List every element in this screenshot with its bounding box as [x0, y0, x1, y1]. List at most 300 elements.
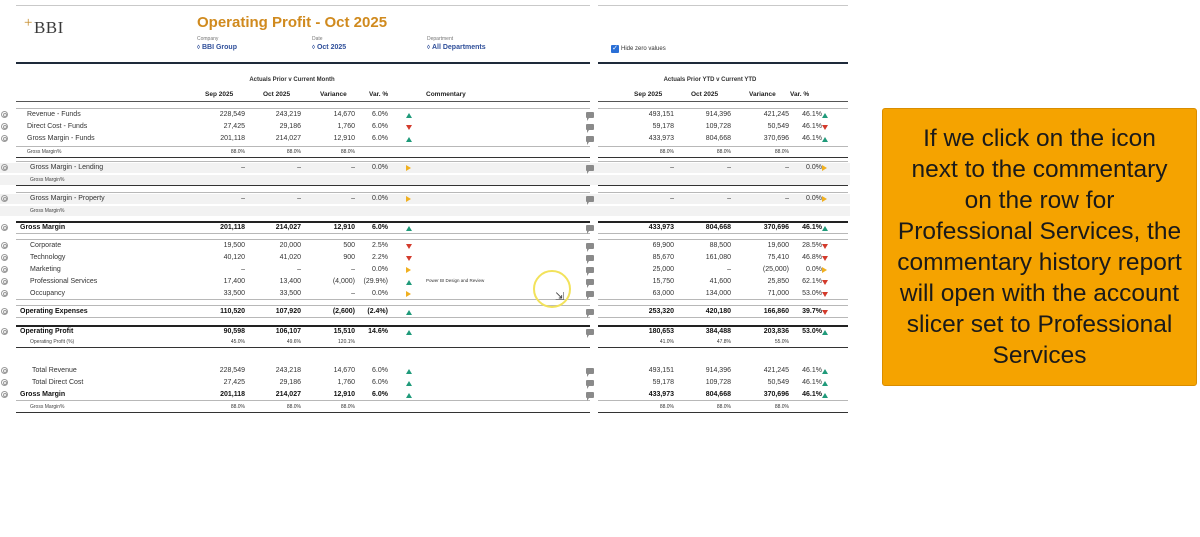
row-rule — [598, 412, 848, 413]
ytd-value: 46.1% — [802, 111, 822, 118]
drillthrough-icon[interactable] — [1, 379, 8, 386]
col-head-sep-m: Sep 2025 — [205, 91, 234, 98]
month-value: 88.0% — [340, 404, 355, 410]
ytd-value: 384,488 — [705, 328, 731, 335]
row-rule — [16, 400, 590, 401]
month-value: 6.0% — [372, 367, 388, 374]
row-label: Professional Services — [30, 278, 98, 285]
company-slicer-value: BBI Group — [201, 44, 237, 51]
row-rule — [16, 157, 590, 158]
month-value: – — [351, 290, 355, 297]
comment-icon[interactable] — [586, 243, 594, 249]
row-label: Total Revenue — [32, 367, 77, 374]
arrow-up-icon — [822, 226, 828, 231]
drillthrough-icon[interactable] — [1, 328, 8, 335]
chevron-down-icon: ◊ — [427, 45, 430, 51]
date-slicer[interactable] — [312, 36, 346, 53]
arrow-down-icon — [406, 256, 412, 261]
row-label: Revenue - Funds — [27, 111, 81, 118]
bbi-logo — [24, 15, 64, 38]
month-value: – — [241, 164, 245, 171]
table-row — [0, 277, 850, 287]
table-row — [0, 122, 850, 132]
row-rule — [598, 400, 848, 401]
month-value: – — [351, 164, 355, 171]
drillthrough-icon[interactable] — [1, 135, 8, 142]
ytd-value: 53.0% — [802, 290, 822, 297]
table-row — [0, 253, 850, 263]
arrow-right-icon — [406, 196, 411, 202]
ytd-value: 109,728 — [705, 123, 731, 130]
department-slicer-value: All Departments — [431, 44, 486, 51]
month-value: 243,218 — [275, 367, 301, 374]
table-row — [0, 366, 850, 376]
page-title: Operating Profit - Oct 2025 — [197, 14, 388, 31]
arrow-right-icon — [406, 165, 411, 171]
ytd-value: – — [670, 164, 674, 171]
row-label: Total Direct Cost — [32, 379, 84, 386]
ytd-value: 804,668 — [705, 391, 731, 398]
table-row — [0, 241, 850, 251]
month-value: 40,120 — [223, 254, 245, 261]
row-label: Gross Margin% — [30, 208, 65, 214]
month-value: 6.0% — [372, 123, 388, 130]
ytd-value: 421,245 — [763, 111, 789, 118]
month-value: (2,600) — [332, 308, 355, 315]
row-rule — [16, 161, 590, 162]
row-rule — [598, 157, 848, 158]
month-value: 88.0% — [340, 149, 355, 155]
row-label: Direct Cost - Funds — [27, 123, 88, 130]
month-value: 1,760 — [337, 379, 355, 386]
arrow-right-icon — [822, 196, 827, 202]
company-slicer[interactable] — [197, 36, 237, 53]
row-rule — [598, 161, 848, 162]
comment-icon[interactable] — [586, 392, 594, 398]
drillthrough-icon[interactable] — [1, 278, 8, 285]
arrow-down-icon — [822, 125, 828, 130]
comment-icon[interactable] — [586, 255, 594, 261]
month-value: 13,400 — [279, 278, 301, 285]
row-label: Operating Profit — [20, 328, 74, 335]
row-label: Gross Margin - Property — [30, 195, 105, 202]
table-row — [0, 289, 850, 299]
row-rule — [16, 185, 590, 186]
arrow-up-icon — [822, 113, 828, 118]
month-value: – — [297, 266, 301, 273]
row-rule — [598, 317, 848, 318]
ytd-value: 41,600 — [709, 278, 731, 285]
col-head-rule-left — [16, 101, 590, 102]
row-label: Gross Margin% — [27, 149, 62, 155]
ytd-value: 59,178 — [652, 123, 674, 130]
ytd-value: 88.0% — [774, 404, 789, 410]
row-rule — [598, 108, 848, 109]
month-value: 6.0% — [372, 135, 388, 142]
month-value: 29,186 — [279, 123, 301, 130]
arrow-up-icon — [406, 113, 412, 118]
drillthrough-icon[interactable] — [1, 290, 8, 297]
month-value: 6.0% — [372, 224, 388, 231]
col-head-var-m: Variance — [320, 91, 347, 98]
right-section-title: Actuals Prior YTD v Current YTD — [663, 77, 757, 83]
ytd-value: 62.1% — [802, 278, 822, 285]
department-slicer[interactable] — [427, 36, 486, 53]
row-label: Gross Margin% — [30, 177, 65, 183]
comment-icon[interactable] — [586, 136, 594, 142]
table-row — [0, 265, 850, 275]
arrow-up-icon — [822, 393, 828, 398]
ytd-value: 69,900 — [652, 242, 674, 249]
ytd-value: 0.0% — [806, 195, 822, 202]
month-value: 243,219 — [275, 111, 301, 118]
month-value: (29.9%) — [363, 278, 388, 285]
ytd-value: – — [727, 266, 731, 273]
comment-icon[interactable] — [586, 267, 594, 273]
month-value: 900 — [343, 254, 355, 261]
col-head-oct-y: Oct 2025 — [691, 91, 719, 98]
row-rule — [16, 347, 590, 348]
month-value: 228,549 — [219, 111, 245, 118]
month-value: 90,598 — [223, 328, 245, 335]
ytd-value: 50,549 — [767, 379, 789, 386]
ytd-value: 420,180 — [705, 308, 731, 315]
col-head-rule-right — [598, 101, 848, 102]
month-value: 33,500 — [223, 290, 245, 297]
col-head-oct-m: Oct 2025 — [263, 91, 291, 98]
ytd-value: 28.5% — [802, 242, 822, 249]
ytd-value: 50,549 — [767, 123, 789, 130]
col-head-varpct-m: Var. % — [369, 91, 389, 98]
ytd-value: 25,850 — [767, 278, 789, 285]
ytd-value: 370,696 — [763, 135, 789, 142]
comment-icon[interactable] — [586, 196, 594, 202]
row-rule — [16, 239, 590, 240]
drillthrough-icon[interactable] — [1, 242, 8, 249]
ytd-value: 53.0% — [802, 328, 822, 335]
arrow-up-icon — [406, 330, 412, 335]
ytd-value: – — [727, 195, 731, 202]
month-value: – — [351, 266, 355, 273]
month-value: 27,425 — [223, 379, 245, 386]
month-value: 12,910 — [333, 224, 355, 231]
month-value: 6.0% — [372, 111, 388, 118]
ytd-value: 804,668 — [705, 135, 731, 142]
row-rule — [598, 299, 848, 300]
drillthrough-icon[interactable] — [1, 367, 8, 374]
month-value: 214,027 — [275, 224, 301, 231]
ytd-value: 493,151 — [648, 367, 674, 374]
ytd-value: 493,151 — [648, 111, 674, 118]
ytd-value: 19,600 — [767, 242, 789, 249]
row-label: Operating Expenses — [20, 308, 88, 315]
drillthrough-icon[interactable] — [1, 266, 8, 273]
ytd-value: 433,973 — [648, 135, 674, 142]
arrow-right-icon — [406, 267, 411, 273]
month-value: 0.0% — [372, 266, 388, 273]
month-value: 12,910 — [333, 135, 355, 142]
ytd-value: 421,245 — [763, 367, 789, 374]
comment-icon[interactable] — [586, 124, 594, 130]
ytd-value: 46.1% — [802, 123, 822, 130]
comment-icon[interactable] — [586, 380, 594, 386]
ytd-value: 46.1% — [802, 367, 822, 374]
month-value: 15,510 — [333, 328, 355, 335]
comment-icon[interactable] — [586, 225, 594, 231]
month-value: – — [241, 195, 245, 202]
arrow-down-icon — [822, 244, 828, 249]
month-value: 49.6% — [286, 339, 301, 345]
arrow-right-icon — [406, 291, 411, 297]
date-slicer-label: Date — [312, 36, 323, 42]
table-row — [0, 163, 850, 173]
month-value: – — [297, 164, 301, 171]
ytd-value: 370,696 — [763, 391, 789, 398]
comment-icon[interactable] — [586, 279, 594, 285]
drillthrough-icon[interactable] — [1, 308, 8, 315]
month-value: – — [351, 195, 355, 202]
arrow-up-icon — [822, 381, 828, 386]
row-rule — [598, 192, 848, 193]
ytd-value: – — [670, 195, 674, 202]
row-rule — [598, 347, 848, 348]
comment-icon[interactable] — [586, 165, 594, 171]
month-value: 12,910 — [333, 391, 355, 398]
month-value: 88.0% — [286, 404, 301, 410]
table-row — [0, 402, 850, 412]
ytd-value: 88.0% — [659, 149, 674, 155]
ytd-value: 0.0% — [806, 164, 822, 171]
row-label: Gross Margin — [20, 391, 66, 398]
ytd-value: 71,000 — [767, 290, 789, 297]
col-head-varpct-y: Var. % — [790, 91, 810, 98]
ytd-value: 46.1% — [802, 224, 822, 231]
ytd-value: 25,000 — [652, 266, 674, 273]
ytd-value: 46.1% — [802, 135, 822, 142]
ytd-value: – — [785, 164, 789, 171]
month-value: 0.0% — [372, 164, 388, 171]
ytd-value: 109,728 — [705, 379, 731, 386]
ytd-value: 47.8% — [716, 339, 731, 345]
header-bar-right — [598, 62, 848, 64]
drillthrough-icon[interactable] — [1, 123, 8, 130]
ytd-value: 85,670 — [652, 254, 674, 261]
month-value: 500 — [343, 242, 355, 249]
row-rule — [16, 412, 590, 413]
arrow-down-icon — [406, 125, 412, 130]
date-slicer-value: Oct 2025 — [316, 44, 347, 51]
month-value: 88.0% — [286, 149, 301, 155]
arrow-down-icon — [406, 244, 412, 249]
ytd-value: 75,410 — [767, 254, 789, 261]
month-value: 88.0% — [230, 404, 245, 410]
department-slicer-label: Department — [427, 36, 454, 42]
row-rule — [16, 192, 590, 193]
row-rule — [598, 239, 848, 240]
table-row — [0, 378, 850, 388]
table-row — [0, 110, 850, 120]
arrow-down-icon — [822, 292, 828, 297]
ytd-value: 46.8% — [802, 254, 822, 261]
table-row — [0, 390, 850, 400]
comment-icon[interactable] — [586, 368, 594, 374]
ytd-value: 166,860 — [763, 308, 789, 315]
ytd-value: 370,696 — [763, 224, 789, 231]
ytd-value: 253,320 — [648, 308, 674, 315]
comment-icon[interactable] — [586, 329, 594, 335]
month-value: 107,920 — [275, 308, 301, 315]
month-value: – — [297, 195, 301, 202]
ytd-value: 46.1% — [802, 391, 822, 398]
ytd-value: 88.0% — [774, 149, 789, 155]
header-bar-left — [16, 62, 590, 64]
ytd-value: 0.0% — [806, 266, 822, 273]
ytd-value: 203,836 — [763, 328, 789, 335]
month-value: 1,760 — [337, 123, 355, 130]
month-value: 228,549 — [219, 367, 245, 374]
row-rule — [16, 108, 590, 109]
month-value: – — [241, 266, 245, 273]
month-value: 33,500 — [279, 290, 301, 297]
table-row — [0, 307, 850, 317]
arrow-up-icon — [822, 137, 828, 142]
row-rule — [16, 305, 590, 306]
drillthrough-icon[interactable] — [1, 254, 8, 261]
col-head-var-y: Variance — [749, 91, 776, 98]
row-rule — [16, 233, 590, 234]
month-value: 14.6% — [368, 328, 388, 335]
ytd-value: 180,653 — [648, 328, 674, 335]
arrow-right-icon — [822, 165, 827, 171]
month-value: 27,425 — [223, 123, 245, 130]
chevron-down-icon: ◊ — [312, 45, 315, 51]
ytd-value: 914,396 — [705, 367, 731, 374]
top-rule-left — [16, 5, 590, 6]
month-value: 201,118 — [220, 391, 245, 398]
table-row — [0, 134, 850, 144]
row-label: Operating Profit (%) — [30, 339, 75, 345]
drillthrough-icon[interactable] — [1, 164, 8, 171]
ytd-value: 88,500 — [709, 242, 731, 249]
arrow-right-icon — [822, 267, 827, 273]
click-highlight — [533, 270, 571, 308]
arrow-up-icon — [406, 280, 412, 285]
company-slicer-label: Company — [197, 36, 219, 42]
ytd-value: 433,973 — [648, 391, 674, 398]
comment-icon[interactable] — [586, 309, 594, 315]
month-value: (4,000) — [332, 278, 355, 285]
row-label: Technology — [30, 254, 66, 261]
logo-text: BBI — [33, 18, 64, 37]
month-value: 214,027 — [275, 391, 301, 398]
drillthrough-icon[interactable] — [1, 111, 8, 118]
arrow-up-icon — [406, 369, 412, 374]
ytd-value: – — [785, 195, 789, 202]
month-value: 201,118 — [220, 135, 245, 142]
month-value: 2.5% — [372, 242, 388, 249]
arrow-up-icon — [406, 310, 412, 315]
ytd-value: 59,178 — [652, 379, 674, 386]
row-label: Occupancy — [30, 290, 66, 297]
month-value: 17,400 — [223, 278, 245, 285]
comment-icon[interactable] — [586, 112, 594, 118]
arrow-up-icon — [822, 369, 828, 374]
row-rule — [598, 185, 848, 186]
checkbox-checked-icon: ✓ — [612, 45, 618, 52]
month-value: 41,020 — [279, 254, 301, 261]
month-value: (2.4%) — [367, 308, 388, 315]
drillthrough-icon[interactable] — [1, 391, 8, 398]
month-value: 106,107 — [275, 328, 301, 335]
drillthrough-icon[interactable] — [1, 195, 8, 202]
month-value: 14,670 — [333, 367, 355, 374]
month-value: 29,186 — [279, 379, 301, 386]
hide-zero-label: Hide zero values — [621, 46, 666, 52]
row-rule — [16, 317, 590, 318]
table-row — [0, 206, 850, 216]
month-value: 6.0% — [372, 379, 388, 386]
row-label: Gross Margin% — [30, 404, 65, 410]
ytd-value: 804,668 — [705, 224, 731, 231]
row-rule — [16, 299, 590, 300]
table-row — [0, 194, 850, 204]
month-value: 6.0% — [372, 391, 388, 398]
month-value: 0.0% — [372, 195, 388, 202]
ytd-value: 39.7% — [802, 308, 822, 315]
row-label: Gross Margin - Funds — [27, 135, 95, 142]
ytd-value: 41.0% — [659, 339, 674, 345]
comment-icon[interactable] — [586, 291, 594, 297]
arrow-up-icon — [406, 393, 412, 398]
month-value: 88.0% — [230, 149, 245, 155]
row-label: Corporate — [30, 242, 62, 249]
month-value: 19,500 — [223, 242, 245, 249]
table-row — [0, 337, 850, 347]
ytd-value: 88.0% — [716, 149, 731, 155]
plus-icon: + — [24, 15, 33, 31]
ytd-value: (25,000) — [762, 266, 789, 273]
col-head-commentary: Commentary — [426, 91, 466, 98]
table-row — [0, 175, 850, 185]
month-value: 201,118 — [220, 224, 245, 231]
ytd-value: 914,396 — [705, 111, 731, 118]
row-rule — [598, 233, 848, 234]
chevron-down-icon: ◊ — [197, 45, 200, 51]
left-section-title: Actuals Prior v Current Month — [249, 77, 335, 83]
month-value: 2.2% — [372, 254, 388, 261]
ytd-value: 63,000 — [652, 290, 674, 297]
ytd-value: – — [727, 164, 731, 171]
hide-zero-checkbox[interactable] — [611, 45, 666, 53]
month-value: 0.0% — [372, 290, 388, 297]
col-head-sep-y: Sep 2025 — [634, 91, 663, 98]
commentary-text: Power BI Design and Review — [426, 278, 485, 283]
ytd-value: 55.0% — [774, 339, 789, 345]
month-value: 45.0% — [230, 339, 245, 345]
top-rule-right — [598, 5, 848, 6]
row-label: Marketing — [30, 266, 61, 273]
drillthrough-icon[interactable] — [1, 224, 8, 231]
table-row — [0, 147, 850, 157]
arrow-down-icon — [822, 280, 828, 285]
ytd-value: 433,973 — [648, 224, 674, 231]
ytd-value: 88.0% — [659, 404, 674, 410]
table-row — [0, 327, 850, 337]
callout-box — [882, 108, 1197, 386]
arrow-up-icon — [406, 381, 412, 386]
month-value: 14,670 — [333, 111, 355, 118]
month-value: 120.1% — [338, 339, 355, 345]
